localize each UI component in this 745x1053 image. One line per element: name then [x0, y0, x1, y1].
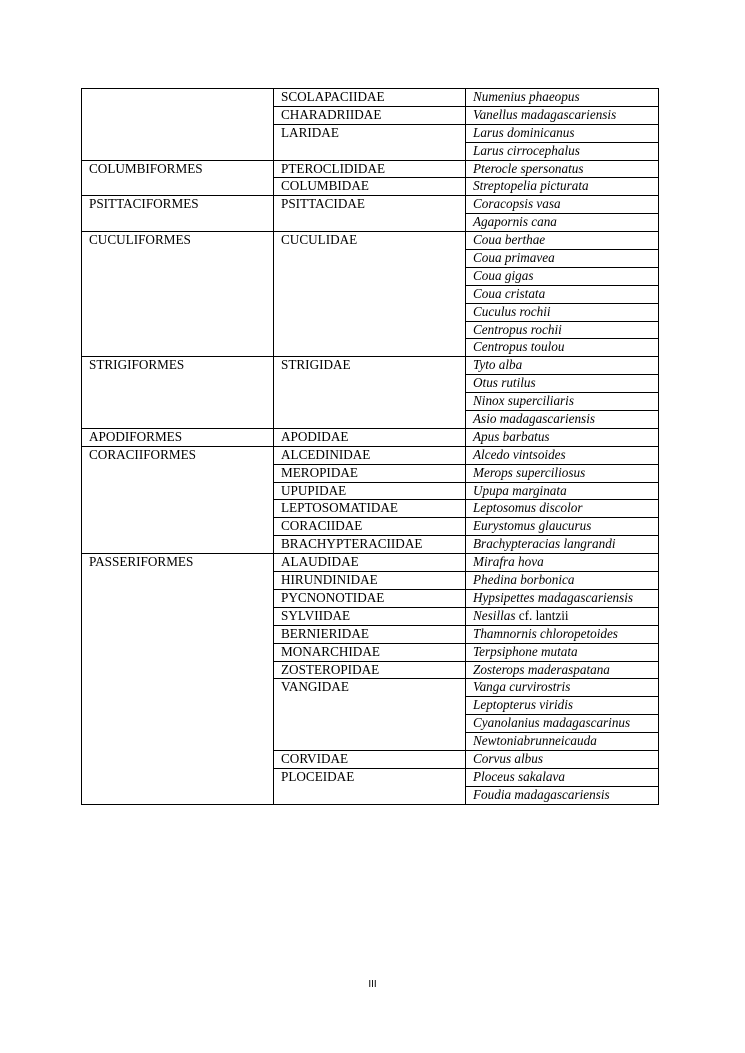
order-cell: COLUMBIFORMES [82, 160, 274, 196]
species-name: Upupa marginata [473, 482, 567, 498]
species-cell [466, 106, 659, 124]
species-cell [466, 518, 659, 536]
species-cell [466, 679, 659, 697]
species-name: Streptopelia picturata [473, 178, 589, 194]
species-cell [466, 464, 659, 482]
species-cell [466, 285, 659, 303]
species-cell [466, 446, 659, 464]
species-name: Leptopterus viridis [473, 697, 574, 713]
species-cell [466, 178, 659, 196]
table-row [82, 160, 659, 178]
species-cell [466, 393, 659, 411]
species-name: Otus rutilus [473, 375, 536, 391]
family-cell: CORACIIDAE [274, 518, 466, 536]
species-name: Ninox superciliaris [473, 393, 574, 409]
species-cell [466, 554, 659, 572]
species-name: Zosterops maderaspatana [473, 661, 610, 677]
species-cell [466, 428, 659, 446]
family-cell: ZOSTEROPIDAE [274, 661, 466, 679]
family-cell: STRIGIDAE [274, 357, 466, 429]
species-name: Coua gigas [473, 267, 534, 283]
species-name: Coua berthae [473, 232, 546, 248]
species-cell [466, 142, 659, 160]
order-cell [82, 89, 274, 161]
species-cell [466, 196, 659, 214]
species-cell [466, 768, 659, 786]
species-cell [466, 607, 659, 625]
species-cell [466, 500, 659, 518]
family-cell: UPUPIDAE [274, 482, 466, 500]
family-cell: MEROPIDAE [274, 464, 466, 482]
species-name: Alcedo vintsoides [473, 446, 566, 462]
page-number: III [368, 979, 377, 990]
family-cell: COLUMBIDAE [274, 178, 466, 196]
family-cell: CHARADRIIDAE [274, 106, 466, 124]
species-name: Thamnornis chloropetoides [473, 625, 618, 641]
order-cell: CUCULIFORMES [82, 232, 274, 357]
family-cell: PYCNONOTIDAE [274, 589, 466, 607]
species-cell [466, 625, 659, 643]
family-cell: CORVIDAE [274, 750, 466, 768]
table-row [82, 428, 659, 446]
species-name: Centropus rochii [473, 321, 562, 337]
order-cell: APODIFORMES [82, 428, 274, 446]
table-row [82, 89, 659, 107]
species-name: Corvus albus [473, 750, 543, 766]
species-name: Cyanolanius madagascarinus [473, 715, 631, 731]
family-cell: BERNIERIDAE [274, 625, 466, 643]
table-row [82, 357, 659, 375]
family-cell: VANGIDAE [274, 679, 466, 751]
species-name: Brachypteracias langrandi [473, 536, 616, 552]
species-name: Centropus toulou [473, 339, 565, 355]
table-row [82, 446, 659, 464]
species-cell [466, 250, 659, 268]
family-cell: PSITTACIDAE [274, 196, 466, 232]
table-row [82, 196, 659, 214]
order-cell: PSITTACIFORMES [82, 196, 274, 232]
species-cell [466, 589, 659, 607]
family-cell: APODIDAE [274, 428, 466, 446]
species-cell [466, 267, 659, 285]
species-cell [466, 411, 659, 429]
family-cell: PLOCEIDAE [274, 768, 466, 804]
species-name: Mirafra hova [473, 554, 544, 570]
species-cell [466, 214, 659, 232]
species-cell [466, 715, 659, 733]
species-name: Vanellus madagascariensis [473, 106, 617, 122]
order-cell: CORACIIFORMES [82, 446, 274, 553]
family-cell: MONARCHIDAE [274, 643, 466, 661]
species-name: Larus dominicanus [473, 124, 575, 140]
species-name: Agapornis cana [473, 214, 557, 230]
species-cell [466, 536, 659, 554]
species-cell [466, 643, 659, 661]
species-cell [466, 661, 659, 679]
species-cell [466, 89, 659, 107]
species-name: Cuculus rochii [473, 303, 551, 319]
family-cell: CUCULIDAE [274, 232, 466, 357]
species-name: Coracopsis vasa [473, 196, 561, 212]
species-name: Merops superciliosus [473, 464, 586, 480]
species-name: Tyto alba [473, 357, 523, 373]
species-name: Larus cirrocephalus [473, 142, 580, 158]
species-name: Phedina borbonica [473, 572, 575, 588]
order-cell: STRIGIFORMES [82, 357, 274, 429]
species-name: Coua primavea [473, 250, 555, 266]
species-name: Leptosomus discolor [473, 500, 583, 516]
species-cell [466, 339, 659, 357]
species-cell [466, 572, 659, 590]
species-name: Hypsipettes madagascariensis [473, 589, 634, 605]
species-name: Newtoniabrunneicauda [473, 733, 597, 749]
species-name: Foudia madagascariensis [473, 786, 610, 802]
species-cell [466, 160, 659, 178]
species-name: Terpsiphone mutata [473, 643, 578, 659]
bird-species-table [81, 88, 659, 805]
family-cell: PTEROCLIDIDAE [274, 160, 466, 178]
species-name: Nesillas [473, 607, 516, 623]
species-name: Numenius phaeopus [473, 89, 580, 104]
species-name: Vanga curvirostris [473, 679, 571, 695]
family-cell: SCOLAPACIIDAE [274, 89, 466, 107]
table-body [82, 89, 659, 805]
species-cell [466, 357, 659, 375]
species-name: Coua cristata [473, 285, 546, 301]
species-cell [466, 303, 659, 321]
species-cell [466, 375, 659, 393]
family-cell: LARIDAE [274, 124, 466, 160]
species-cell [466, 697, 659, 715]
species-name: Pterocle spersonatus [473, 160, 584, 176]
family-cell: LEPTOSOMATIDAE [274, 500, 466, 518]
family-cell: BRACHYPTERACIIDAE [274, 536, 466, 554]
species-cell [466, 733, 659, 751]
family-cell: ALCEDINIDAE [274, 446, 466, 464]
species-cell [466, 124, 659, 142]
species-cell [466, 786, 659, 804]
species-cell [466, 482, 659, 500]
order-cell: PASSERIFORMES [82, 554, 274, 804]
table-row [82, 232, 659, 250]
family-cell: HIRUNDINIDAE [274, 572, 466, 590]
species-name: Apus barbatus [473, 428, 550, 444]
family-cell: SYLVIIDAE [274, 607, 466, 625]
species-name: Eurystomus glaucurus [473, 518, 592, 534]
table-row [82, 554, 659, 572]
species-name: Asio madagascariensis [473, 411, 595, 427]
species-cell [466, 232, 659, 250]
species-cell [466, 750, 659, 768]
species-qualifier: cf. lantzii [515, 607, 569, 623]
species-cell [466, 321, 659, 339]
family-cell: ALAUDIDAE [274, 554, 466, 572]
species-name: Ploceus sakalava [473, 768, 565, 784]
